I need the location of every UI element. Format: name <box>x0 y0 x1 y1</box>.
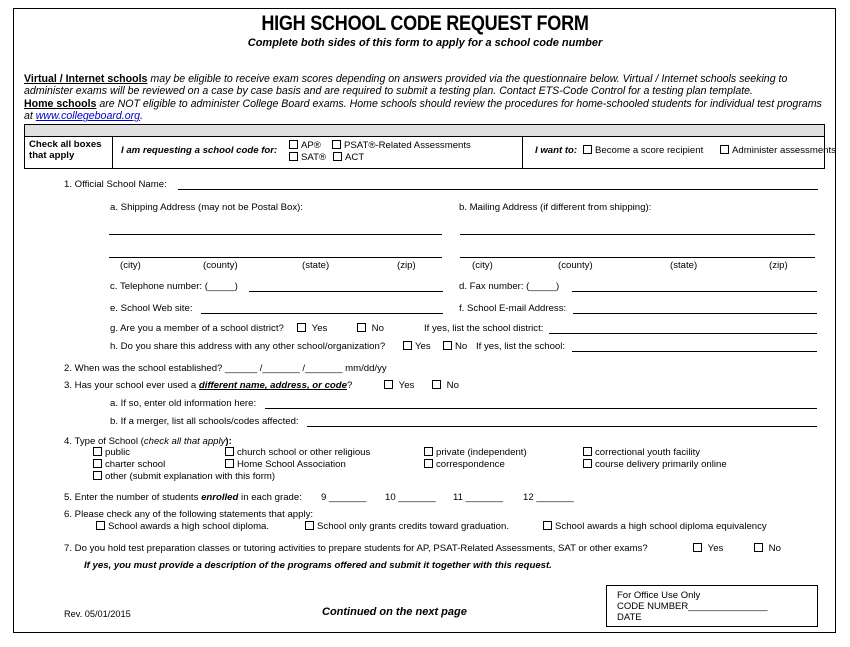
different-name-text: 3. Has your school ever used a <box>64 380 199 391</box>
different-yes-label: Yes <box>398 380 415 391</box>
statement-equivalency-checkbox[interactable] <box>543 521 552 530</box>
ap-option[interactable] <box>289 140 321 151</box>
grade-9-field[interactable]: 9 _______ <box>321 492 367 503</box>
act-checkbox[interactable] <box>333 152 342 161</box>
recipient-checkbox[interactable] <box>583 145 592 154</box>
revision-date: Rev. 05/01/2015 <box>64 609 131 619</box>
type-charter-option[interactable] <box>93 459 165 470</box>
district-yes-option[interactable] <box>297 323 327 334</box>
type-correspondence-option[interactable] <box>424 459 505 470</box>
requesting-label: I am requesting a school code for: <box>121 145 278 156</box>
type-correctional-label: correctional youth facility <box>595 447 701 458</box>
statement-equivalency-option[interactable] <box>543 521 767 532</box>
district-yes-label: Yes <box>311 323 328 334</box>
home-schools-label: Home schools <box>24 97 97 110</box>
test-prep-note: If yes, you must provide a description of the programs offered and submit it together with this request. <box>84 560 552 571</box>
different-no-checkbox[interactable] <box>432 380 441 389</box>
district-yes-checkbox[interactable] <box>297 323 306 332</box>
type-correspondence-checkbox[interactable] <box>424 459 433 468</box>
type-home-association-checkbox[interactable] <box>225 459 234 468</box>
website-label: e. School Web site: <box>110 303 193 314</box>
ap-checkbox[interactable] <box>289 140 298 149</box>
school-type-emphasis: check all that apply <box>143 436 226 447</box>
type-church-option[interactable] <box>225 447 370 458</box>
test-prep-question: 7. Do you hold test preparation classes or tutoring activities to prepare students for AP, PSAT-Related Assessments, SAT or other exams? <box>64 543 648 554</box>
shipping-state-label: (state) <box>302 260 330 271</box>
shipping-county-label: (county) <box>203 260 238 271</box>
recipient-option[interactable] <box>583 145 703 156</box>
grade-11-field[interactable]: 11 _______ <box>453 492 503 503</box>
shipping-line-1[interactable] <box>109 234 442 235</box>
psat-checkbox[interactable] <box>332 140 341 149</box>
type-church-checkbox[interactable] <box>225 447 234 456</box>
sat-checkbox[interactable] <box>289 152 298 161</box>
share-yes-checkbox[interactable] <box>403 341 412 350</box>
statement-diploma-option[interactable] <box>96 521 269 532</box>
enrollment-question <box>64 492 302 503</box>
type-online-checkbox[interactable] <box>583 459 592 468</box>
recipient-label: Become a score recipient <box>595 145 704 156</box>
type-correctional-checkbox[interactable] <box>583 447 592 456</box>
want-label: I want to: <box>535 145 578 156</box>
type-online-option[interactable] <box>583 459 727 470</box>
share-list-field[interactable] <box>572 351 817 352</box>
school-type-question <box>64 436 232 447</box>
ap-label: AP® <box>301 140 321 151</box>
mailing-line-1[interactable] <box>460 234 815 235</box>
type-public-checkbox[interactable] <box>93 447 102 456</box>
want-cell <box>523 137 836 168</box>
form-subtitle: Complete both sides of this form to apply for a school code number <box>247 37 603 49</box>
share-no-option[interactable] <box>443 341 467 352</box>
district-list-field[interactable] <box>549 333 817 334</box>
merger-field[interactable] <box>307 426 817 427</box>
type-correctional-option[interactable] <box>583 447 700 458</box>
official-name-field[interactable] <box>178 189 818 190</box>
act-label: ACT <box>345 152 365 163</box>
district-question: g. Are you a member of a school district? <box>110 323 284 334</box>
type-home-association-option[interactable] <box>225 459 346 470</box>
psat-label: PSAT®-Related Assessments <box>344 140 471 151</box>
different-name-question <box>64 380 352 391</box>
section-divider-band <box>24 124 825 137</box>
requesting-cell <box>113 137 523 168</box>
sat-option[interactable] <box>289 152 326 163</box>
enrollment-text: 5. Enter the number of students <box>64 492 202 503</box>
office-use-title: For Office Use Only <box>617 590 701 601</box>
share-no-checkbox[interactable] <box>443 341 452 350</box>
share-yes-label: Yes <box>415 341 431 352</box>
type-other-option[interactable] <box>93 471 275 482</box>
shipping-address-label: a. Shipping Address (may not be Postal Box): <box>110 202 304 213</box>
test-prep-yes-option[interactable] <box>693 543 723 554</box>
type-public-option[interactable] <box>93 447 130 458</box>
intro-end: . <box>140 110 143 123</box>
office-code-number: CODE NUMBER_______________ <box>617 601 768 612</box>
email-field[interactable] <box>573 313 817 314</box>
administer-label: Administer assessments <box>732 145 836 156</box>
test-prep-yes-checkbox[interactable] <box>693 543 702 552</box>
different-name-emphasis: different name, address, or code <box>198 380 347 391</box>
administer-checkbox[interactable] <box>720 145 729 154</box>
office-use-box <box>606 585 818 627</box>
shipping-city-label: (city) <box>120 260 141 271</box>
form-title: HIGH SCHOOL CODE REQUEST FORM <box>261 12 589 35</box>
share-list-label: If yes, list the school: <box>476 341 566 352</box>
enrollment-emphasis: enrolled <box>201 492 239 503</box>
grade-12-field[interactable]: 12 _______ <box>523 492 574 503</box>
shipping-zip-label: (zip) <box>397 260 416 271</box>
intro-paragraph <box>24 73 824 123</box>
share-no-label: No <box>455 341 468 352</box>
sat-label: SAT® <box>301 152 327 163</box>
check-all-label: Check all boxes that apply <box>25 137 113 168</box>
test-prep-no-checkbox[interactable] <box>754 543 763 552</box>
virtual-schools-label: Virtual / Internet schools <box>24 73 148 85</box>
statement-diploma-checkbox[interactable] <box>96 521 105 530</box>
grade-10-field[interactable]: 10 _______ <box>385 492 436 503</box>
act-option[interactable] <box>333 152 364 163</box>
type-church-label: church school or other religious <box>237 447 371 458</box>
collegeboard-link[interactable]: www.collegeboard.org <box>35 110 141 123</box>
type-other-label: other (submit explanation with this form) <box>105 471 276 482</box>
type-private-label: private (independent) <box>436 447 527 458</box>
different-yes-checkbox[interactable] <box>384 380 393 389</box>
established-question: 2. When was the school established? ______ /_______ /_______ mm/dd/yy <box>64 363 387 374</box>
psat-option[interactable] <box>332 140 471 151</box>
test-prep-no-option[interactable] <box>754 543 781 554</box>
fax-field[interactable] <box>572 291 817 292</box>
share-address-question: h. Do you share this address with any other school/organization? <box>110 341 386 352</box>
district-no-option[interactable] <box>357 323 384 334</box>
statement-credits-label: School only grants credits toward graduation. <box>317 521 509 532</box>
old-info-label: a. If so, enter old information here: <box>110 398 257 409</box>
mailing-city-label: (city) <box>472 260 493 271</box>
different-name-end: ? <box>346 380 353 391</box>
virtual-schools-text: may be eligible to receive exam scores depending on answers provided via the questionnaire below. Virtual / Internet schools seeking to administer exams will be reviewed on a case by case basis and are required to submit a testing plan. Contact ETS-Code Control for a testing plan template. <box>24 73 788 98</box>
mailing-county-label: (county) <box>558 260 593 271</box>
type-private-checkbox[interactable] <box>424 447 433 456</box>
old-info-field[interactable] <box>265 408 817 409</box>
type-charter-checkbox[interactable] <box>93 459 102 468</box>
school-type-end: ): <box>225 436 232 447</box>
fax-label: d. Fax number: (_____) <box>459 281 560 292</box>
different-yes-option[interactable] <box>384 380 414 391</box>
enrollment-end: in each grade: <box>238 492 302 503</box>
statement-credits-option[interactable] <box>305 521 509 532</box>
district-no-checkbox[interactable] <box>357 323 366 332</box>
different-no-label: No <box>446 380 459 391</box>
shipping-line-2[interactable] <box>109 257 442 258</box>
home-schools-text: are NOT eligible to administer College Board exams. Home schools should review the procedures for home-schooled students for individual test programs at <box>24 97 822 123</box>
telephone-field[interactable] <box>249 291 443 292</box>
telephone-label: c. Telephone number: (_____) <box>110 281 238 292</box>
different-no-option[interactable] <box>432 380 459 391</box>
type-other-checkbox[interactable] <box>93 471 102 480</box>
district-no-label: No <box>371 323 384 334</box>
district-list-label: If yes, list the school district: <box>424 323 544 334</box>
administer-option[interactable] <box>720 145 836 156</box>
email-label: f. School E-mail Address: <box>459 303 567 314</box>
school-type-text: 4. Type of School ( <box>64 436 144 447</box>
statement-diploma-label: School awards a high school diploma. <box>108 521 270 532</box>
statements-question: 6. Please check any of the following statements that apply: <box>64 509 314 520</box>
type-private-option[interactable] <box>424 447 527 458</box>
test-prep-yes-label: Yes <box>707 543 724 554</box>
type-correspondence-label: correspondence <box>436 459 505 470</box>
type-charter-label: charter school <box>105 459 166 470</box>
merger-label: b. If a merger, list all schools/codes affected: <box>110 416 299 427</box>
continued-note: Continued on the next page <box>322 606 467 618</box>
test-prep-no-label: No <box>768 543 781 554</box>
mailing-address-label: b. Mailing Address (if different from shipping): <box>459 202 652 213</box>
statement-equivalency-label: School awards a high school diploma equivalency <box>555 521 767 532</box>
mailing-zip-label: (zip) <box>769 260 788 271</box>
official-name-label: 1. Official School Name: <box>64 179 167 190</box>
website-field[interactable] <box>201 313 443 314</box>
share-yes-option[interactable] <box>403 341 431 352</box>
mailing-line-2[interactable] <box>460 257 815 258</box>
type-online-label: course delivery primarily online <box>595 459 727 470</box>
type-public-label: public <box>105 447 131 458</box>
office-date: DATE <box>617 612 642 623</box>
statement-credits-checkbox[interactable] <box>305 521 314 530</box>
request-type-row <box>24 137 836 169</box>
type-home-association-label: Home School Association <box>237 459 346 470</box>
mailing-state-label: (state) <box>670 260 698 271</box>
